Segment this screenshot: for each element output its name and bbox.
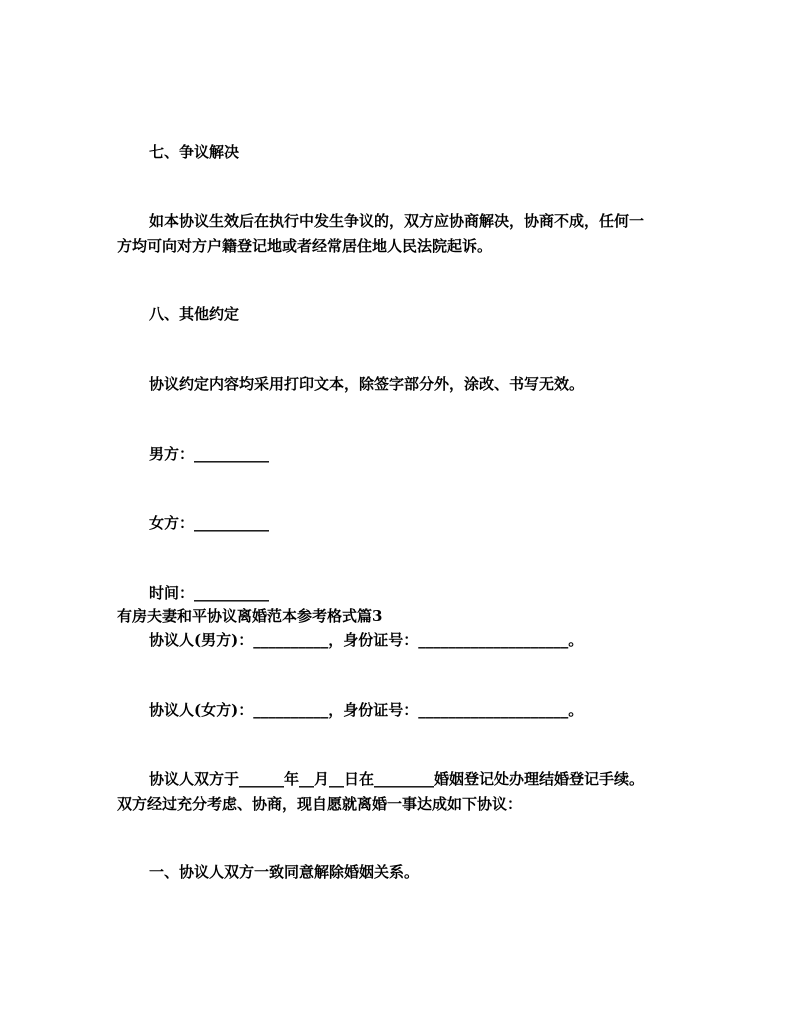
paragraph-other-agreements: 协议约定内容均采用打印文本，除签字部分外，涂改、书写无效。	[149, 375, 585, 393]
signature-time: 时间：__________	[149, 584, 270, 602]
marriage-registration-line-1: 协议人双方于______年__月__日在________婚姻登记处办理结婚登记手续。	[149, 770, 645, 788]
paragraph-dispute-line-1: 如本协议生效后在执行中发生争议的，双方应协商解决，协商不成，任何一	[149, 212, 645, 230]
signature-male: 男方：__________	[149, 445, 270, 463]
section-title: 有房夫妻和平协议离婚范本参考格式篇3	[117, 607, 383, 625]
heading-dispute-resolution: 七、争议解决	[149, 143, 240, 161]
party-female-line: 协议人(女方)：__________，身份证号：____________________。	[149, 701, 584, 719]
paragraph-dispute-line-2: 方均可向对方户籍登记地或者经常居住地人民法院起诉。	[117, 237, 493, 255]
marriage-registration-line-2: 双方经过充分考虑、协商，现自愿就离婚一事达成如下协议：	[117, 795, 523, 813]
clause-dissolve-marriage: 一、协议人双方一致同意解除婚姻关系。	[149, 863, 420, 881]
party-male-line: 协议人(男方)：__________，身份证号：____________________。	[149, 631, 584, 649]
signature-female: 女方：__________	[149, 514, 270, 532]
heading-other-agreements: 八、其他约定	[149, 305, 240, 323]
